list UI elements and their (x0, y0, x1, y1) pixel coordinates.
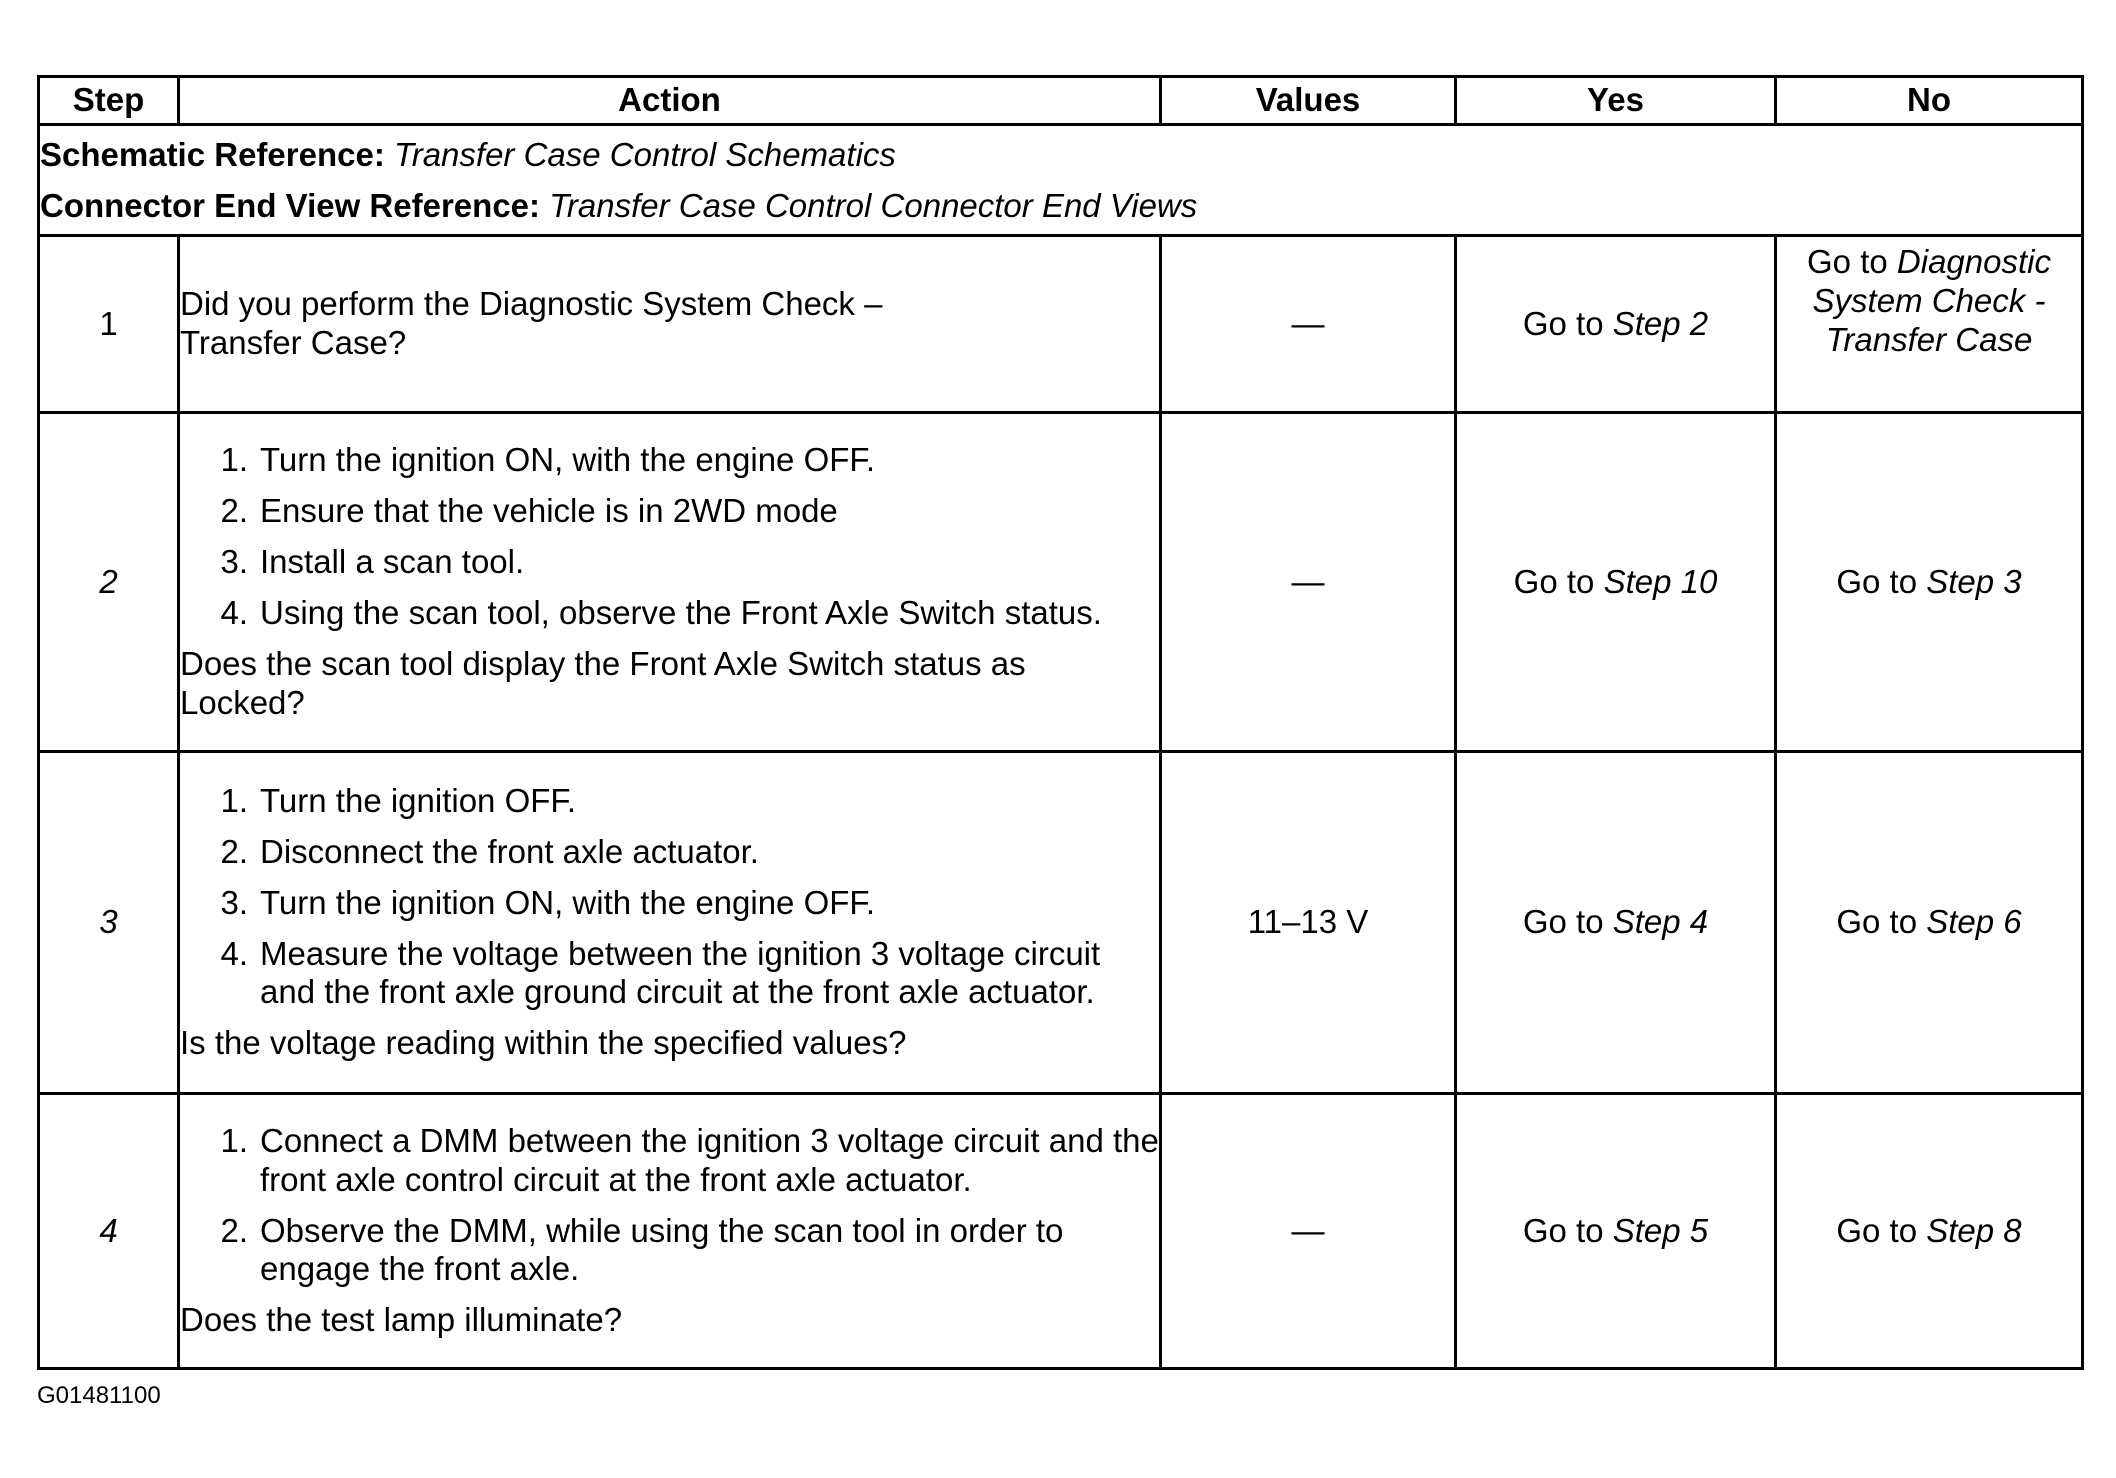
yes-cell (1456, 413, 1776, 752)
connector-reference-value: Transfer Case Control Connector End Views (549, 187, 1198, 224)
figure-id: G01481100 (37, 1382, 161, 1409)
values-cell: — (1161, 1094, 1456, 1369)
yes-cell (1456, 236, 1776, 413)
action-question: Does the scan tool display the Front Axle Switch status as Locked? (180, 644, 1026, 721)
yes-prefix: Go to (1522, 903, 1613, 941)
diagnostic-table (37, 75, 2084, 1370)
table-row (39, 1094, 2083, 1369)
schematic-reference (40, 129, 2081, 180)
yes-link: Step 4 (1612, 903, 1709, 941)
action-list (180, 1122, 1159, 1290)
no-cell (1776, 752, 2083, 1094)
action-item: 1. Connect a DMM between the ignition 3 voltage circuit and the front axle control circuit at the front axle actuator. (220, 1121, 1159, 1198)
no-cell (1776, 236, 2083, 413)
header-values: Values (1161, 77, 1456, 125)
yes-prefix: Go to (1513, 562, 1604, 600)
yes-cell (1456, 1094, 1776, 1369)
reference-cell (39, 125, 2083, 236)
step-number: 1 (39, 236, 179, 413)
header-no: No (1776, 77, 2083, 125)
table-row (39, 413, 2083, 752)
action-cell (179, 1094, 1161, 1369)
action-item: 1. Turn the ignition ON, with the engine OFF. (220, 441, 876, 479)
reference-row (39, 125, 2083, 236)
no-link: Diagnostic System Check - Transfer Case (1812, 243, 2051, 358)
step-number: 2 (39, 413, 179, 752)
step-number: 4 (39, 1094, 179, 1369)
values-cell: — (1161, 413, 1456, 752)
schematic-reference-value: Transfer Case Control Schematics (394, 136, 896, 173)
no-prefix: Go to (1836, 562, 1927, 600)
yes-cell (1456, 752, 1776, 1094)
connector-reference (40, 180, 2081, 231)
no-cell (1776, 1094, 2083, 1369)
no-link: Step 6 (1926, 903, 2022, 941)
header-yes: Yes (1456, 77, 1776, 125)
action-item: 3. Install a scan tool. (220, 543, 525, 581)
no-prefix: Go to (1807, 243, 1897, 280)
action-item: 4. Using the scan tool, observe the Front Axle Switch status. (220, 594, 1102, 631)
action-question: Does the test lamp illuminate? (180, 1301, 623, 1339)
action-cell (179, 752, 1161, 1094)
no-link: Step 3 (1926, 562, 2022, 600)
schematic-reference-label: Schematic Reference: (40, 136, 385, 173)
header-row (39, 77, 2083, 125)
header-step: Step (39, 77, 179, 125)
no-prefix: Go to (1836, 903, 1927, 941)
table-row (39, 752, 2083, 1094)
action-item: 2. Ensure that the vehicle is in 2WD mode (220, 492, 838, 530)
yes-link: Step 5 (1612, 1211, 1709, 1249)
action-cell (179, 413, 1161, 752)
values-cell: 11–13 V (1161, 752, 1456, 1094)
values-cell: — (1161, 236, 1456, 413)
action-item: 4. Measure the voltage between the ignition 3 voltage circuit and the front axle ground circuit at the front axle actuator. (220, 934, 1101, 1011)
action-question: Did you perform the Diagnostic System Check – Transfer Case? (180, 285, 883, 361)
yes-link: Step 2 (1612, 304, 1709, 342)
action-question: Is the voltage reading within the specified values? (180, 1024, 907, 1062)
table-row (39, 236, 2083, 413)
action-item: 2. Observe the DMM, while using the scan tool in order to engage the front axle. (220, 1211, 1064, 1288)
no-cell (1776, 413, 2083, 752)
no-link: Step 8 (1926, 1211, 2022, 1249)
action-item: 2. Disconnect the front axle actuator. (220, 832, 759, 870)
yes-prefix: Go to (1522, 304, 1613, 342)
action-cell (179, 236, 1161, 413)
yes-prefix: Go to (1522, 1211, 1613, 1249)
action-list (180, 782, 1159, 1013)
action-item: 3. Turn the ignition ON, with the engine OFF. (220, 883, 876, 921)
yes-link: Step 10 (1603, 562, 1718, 600)
action-item: 1. Turn the ignition OFF. (220, 781, 577, 819)
action-list (180, 441, 1159, 633)
connector-reference-label: Connector End View Reference: (40, 187, 541, 224)
header-action: Action (179, 77, 1161, 125)
no-prefix: Go to (1836, 1211, 1927, 1249)
step-number: 3 (39, 752, 179, 1094)
